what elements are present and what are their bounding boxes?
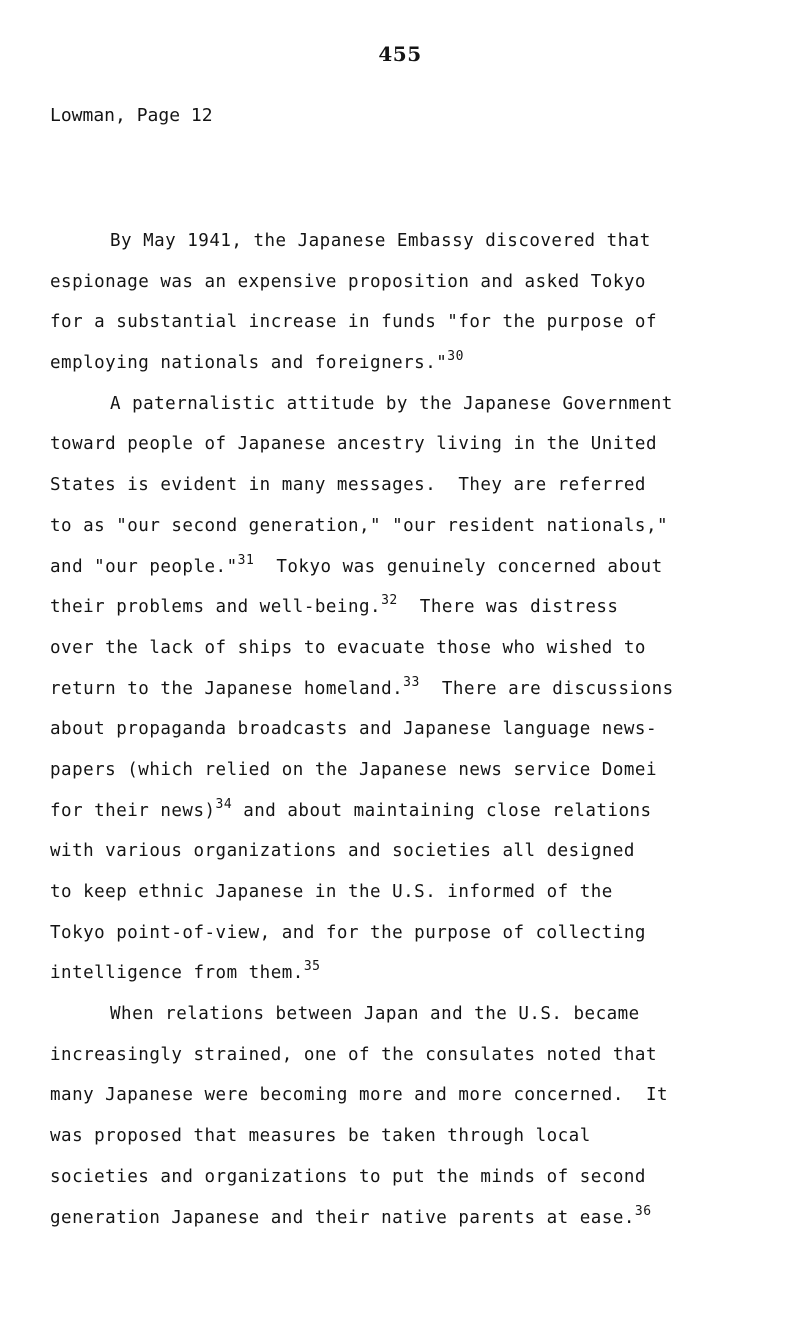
text-line-content: many Japanese were becoming more and more concerned. It (50, 1085, 669, 1106)
text-line-content: toward people of Japanese ancestry living in the United (50, 434, 657, 455)
text-line-content: about propaganda broadcasts and Japanese language news- (50, 719, 657, 740)
footnote-reference: 30 (447, 349, 464, 365)
text-line (50, 669, 790, 710)
text-line (50, 953, 790, 994)
text-line (50, 628, 790, 669)
text-line (50, 709, 790, 750)
text-line-content: increasingly strained, one of the consulates noted that (50, 1044, 657, 1065)
text-line-content: intelligence from them. (50, 963, 304, 984)
text-line-content: A paternalistic attitude by the Japanese Government (110, 393, 673, 414)
text-line (50, 1035, 790, 1076)
body-text (50, 221, 790, 1238)
text-line-continuation: There are discussions (419, 678, 674, 699)
running-head: Lowman, Page 12 (50, 105, 213, 126)
text-line-content: return to the Japanese homeland. (50, 678, 404, 699)
text-line (50, 913, 790, 954)
text-line-content: States is evident in many messages. They are referred (50, 475, 646, 496)
text-line-continuation: Tokyo was genuinely concerned about (254, 556, 663, 577)
text-line (50, 872, 790, 913)
text-line (50, 1116, 790, 1157)
text-line (50, 424, 790, 465)
text-line-content: societies and organizations to put the minds of second (50, 1166, 646, 1187)
text-line (50, 750, 790, 791)
text-line-content: papers (which relied on the Japanese news service Domei (50, 759, 657, 780)
footnote-reference: 33 (403, 674, 420, 690)
page-number: 455 (378, 42, 422, 66)
text-line (50, 547, 790, 588)
text-line (50, 791, 790, 832)
footnote-reference: 31 (237, 552, 255, 568)
text-line-content: over the lack of ships to evacuate those who wished to (50, 637, 646, 658)
text-line (50, 465, 790, 506)
text-line-content: their problems and well-being. (50, 597, 382, 618)
text-line-content: employing nationals and foreigners." (50, 353, 448, 374)
text-line-content: to as "our second generation," "our resident nationals," (50, 515, 669, 536)
text-line-content: and "our people." (50, 556, 238, 577)
text-line (50, 587, 790, 628)
text-line-content: with various organizations and societies all designed (50, 841, 635, 862)
text-line (50, 1075, 790, 1116)
text-line-content: espionage was an expensive proposition and asked Tokyo (50, 271, 646, 292)
text-line (50, 1157, 790, 1198)
text-line-content: for a substantial increase in funds "for the purpose of (50, 312, 657, 333)
text-line-content: Tokyo point-of-view, and for the purpose of collecting (50, 922, 646, 943)
text-line (50, 994, 790, 1035)
footnote-reference: 34 (215, 796, 233, 812)
text-line-content: By May 1941, the Japanese Embassy discovered that (110, 231, 651, 251)
text-line (50, 262, 790, 303)
footnote-reference: 35 (303, 959, 321, 975)
footnote-reference: 36 (634, 1203, 652, 1219)
text-line (50, 831, 790, 872)
text-line-content: When relations between Japan and the U.S. became (110, 1004, 640, 1025)
text-line-content: generation Japanese and their native parents at ease. (50, 1207, 635, 1228)
text-line-content: was proposed that measures be taken through local (50, 1126, 591, 1147)
text-line (50, 343, 790, 384)
footnote-reference: 32 (381, 593, 398, 609)
text-line (50, 1198, 790, 1239)
text-line (50, 384, 790, 425)
text-line (50, 221, 790, 262)
text-line (50, 506, 790, 547)
text-line-content: for their news) (50, 800, 216, 821)
text-line (50, 302, 790, 343)
text-line-continuation: There was distress (397, 597, 619, 618)
text-line-content: to keep ethnic Japanese in the U.S. informed of the (50, 882, 613, 902)
text-line-continuation: and about maintaining close relations (232, 800, 652, 821)
